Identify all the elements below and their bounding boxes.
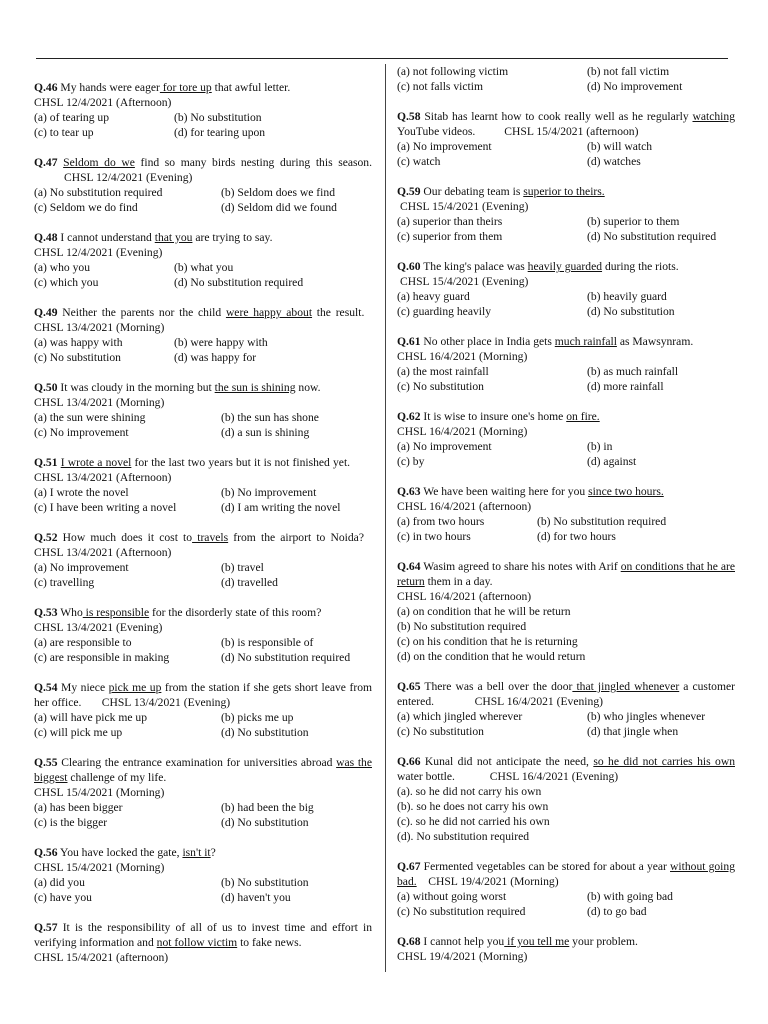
option-c: (c). so he did not carried his own [397,815,550,828]
option-b: (b) No improvement [221,486,317,499]
exam-source: CHSL 15/4/2021 (afternoon) [34,951,169,964]
question-text: them in a day. [424,575,493,588]
question-61 [397,334,735,394]
underlined-segment: watching [692,110,735,123]
question-47 [34,155,372,215]
underlined-segment: on conditions that he are return [397,560,735,588]
question-number: Q.60 [397,260,421,273]
options [397,289,735,319]
question-65 [397,679,735,739]
option-a: (a) has been bigger [34,801,123,814]
options [34,185,372,215]
option-c: (c) on his condition that he is returning [397,635,578,648]
options [397,709,735,739]
question-text: during the riots. [602,260,679,273]
exam-source: CHSL 13/4/2021 (Evening) [34,621,163,634]
question-text: Clearing the entrance examination for universities abroad [57,756,337,769]
question-text: from the airport to Noida? [228,531,364,544]
question-number: Q.52 [34,531,58,544]
option-a: (a) the sun were shining [34,411,146,424]
option-b: (b) were happy with [174,336,268,349]
question-text: find so many birds nesting during this season. [134,156,372,169]
option-c: (c) will pick me up [34,726,123,739]
exam-source: CHSL 12/4/2021 (Afternoon) [34,96,172,109]
option-c: (c) travelling [34,576,95,589]
option-d: (d) more rainfall [587,380,664,393]
question-number: Q.47 [34,156,58,169]
exam-source: CHSL 15/4/2021 (Morning) [34,861,165,874]
exam-source: CHSL 16/4/2021 (Evening) [489,770,619,783]
question-49 [34,305,372,365]
option-b: (b) picks me up [221,711,294,724]
option-c: (c) not falls victim [397,80,483,93]
question-number: Q.63 [397,485,421,498]
question-text: I cannot understand [57,231,155,244]
question-text: There was a bell over the door [420,680,573,693]
option-a: (a) which jingled wherever [397,710,523,723]
question-text: are trying to say. [192,231,273,244]
exam-source: CHSL 15/4/2021 (Evening) [400,200,529,213]
options [34,635,372,665]
question-text: ? [210,846,216,859]
question-57 [34,920,372,965]
options [34,800,372,830]
options [397,784,735,844]
option-b: (b) travel [221,561,264,574]
question-number: Q.54 [34,681,58,694]
options [34,875,372,905]
option-c: (c) superior from them [397,230,503,243]
question-text: My hands were eager [57,81,160,94]
option-b: (b) the sun has shone [221,411,319,424]
question-56 [34,845,372,905]
question-62 [397,409,735,469]
exam-source: CHSL 16/4/2021 (Evening) [474,695,603,708]
exam-source: CHSL 16/4/2021 (Morning) [397,425,528,438]
option-d: (d) No substitution [587,305,675,318]
question-text: I cannot help you [420,935,505,948]
question-60 [397,259,735,319]
option-a: (a). so he did not carry his own [397,785,542,798]
option-b: (b) No substitution [221,876,309,889]
question-text: Fermented vegetables can be stored for about a year [420,860,671,873]
option-d: (d) to go bad [587,905,647,918]
exam-source: CHSL 16/4/2021 (afternoon) [397,590,532,603]
question-52 [34,530,372,590]
underlined-segment: pick me up [108,681,162,694]
options [397,139,735,169]
question-text: Neither the parents nor the child [57,306,226,319]
question-number: Q.46 [34,81,58,94]
question-text: a customer entered. [397,680,735,708]
underlined-segment: on fire. [566,410,600,423]
question-53 [34,605,372,665]
option-b: (b) No substitution required [397,620,527,633]
options [34,335,372,365]
question-51 [34,455,372,515]
option-a: (a) of tearing up [34,111,110,124]
underlined-segment: heavily guarded [527,260,603,273]
column-divider [385,64,386,972]
options [34,110,372,140]
underlined-segment: Seldom do we [63,156,135,169]
option-d: (d) for tearing upon [174,126,266,139]
question-text: as Mawsynram. [616,335,694,348]
question-text: the result. [312,306,365,319]
option-d: (d) on the condition that he would return [397,650,586,663]
option-b: (b) as much rainfall [587,365,679,378]
question-64 [397,559,735,664]
options [397,514,735,544]
option-a: (a) No improvement [397,140,492,153]
option-b: (b) had been the big [221,801,314,814]
option-c: (c) to tear up [34,126,94,139]
option-b: (b) with going bad [587,890,673,903]
exam-source: CHSL 15/4/2021 (afternoon) [504,125,639,138]
option-c: (c) by [397,455,425,468]
question-text: No other place in India gets [420,335,555,348]
underlined-segment: not follow victim [156,936,238,949]
question-text: Sitab has learnt how to cook really well as he regularly [420,110,693,123]
underlined-segment: isn't it [182,846,211,859]
option-a: (a) superior than theirs [397,215,503,228]
top-rule [36,58,728,59]
question-text: My niece [57,681,109,694]
option-c: (c) in two hours [397,530,471,543]
question-text: Our debating team is [420,185,524,198]
options [34,560,372,590]
question-text: to fake news. [237,936,302,949]
underlined-segment: since two hours. [588,485,664,498]
question-number: Q.57 [34,921,58,934]
question-text: How much does it cost to [57,531,193,544]
option-b: (b) who jingles whenever [587,710,706,723]
question-50 [34,380,372,440]
question-text: Wasim agreed to share his notes with Arif [420,560,621,573]
question-text: We have been waiting here for you [420,485,589,498]
option-a: (a) who you [34,261,91,274]
option-b: (b) in [587,440,613,453]
question-67 [397,859,735,919]
question-number: Q.56 [34,846,58,859]
question-text: challenge of my life. [67,771,167,784]
option-b: (b) is responsible of [221,636,314,649]
option-a: (a) was happy with [34,336,123,349]
question-text: YouTube videos. [397,125,476,138]
options [34,485,372,515]
exam-source: CHSL 13/4/2021 (Afternoon) [34,471,172,484]
question-text: water bottle. [397,770,455,783]
option-a: (a) heavy guard [397,290,470,303]
question-57-options [397,64,735,94]
underlined-segment: if you tell me [504,935,570,948]
option-b: (b) Seldom does we find [221,186,335,199]
underlined-segment: that jingled whenever [572,680,680,693]
underlined-segment: superior to theirs. [523,185,605,198]
option-a: (a) I wrote the novel [34,486,129,499]
underlined-segment: the sun is shining [214,381,296,394]
options [397,604,735,664]
question-number: Q.65 [397,680,421,693]
exam-source: CHSL 19/4/2021 (Morning) [397,950,528,963]
option-c: (c) No substitution [397,725,484,738]
question-58 [397,109,735,169]
exam-source: CHSL 16/4/2021 (afternoon) [397,500,532,513]
question-number: Q.58 [397,110,421,123]
question-text: The king's palace was [420,260,528,273]
question-number: Q.64 [397,560,421,573]
right-column [397,62,735,979]
option-d: (d) watches [587,155,641,168]
options [34,710,372,740]
option-c: (c) which you [34,276,99,289]
exam-source: CHSL 13/4/2021 (Evening) [101,696,231,709]
option-d: (d) a sun is shining [221,426,310,439]
underlined-segment: travels [192,531,229,544]
option-a: (a) No improvement [34,561,129,574]
options [397,214,735,244]
option-c: (c) watch [397,155,441,168]
option-a: (a) the most rainfall [397,365,489,378]
question-46 [34,80,372,140]
option-b: (b) not fall victim [587,65,670,78]
underlined-segment: was the biggest [34,756,372,784]
option-c: (c) No substitution required [397,905,526,918]
option-b: (b) No substitution [174,111,262,124]
option-c: (c) No substitution [34,351,121,364]
option-d: (d) for two hours [537,530,616,543]
question-text: from the station if she gets short leave from her office. [34,681,373,709]
question-66 [397,754,735,844]
option-b: (b) superior to them [587,215,680,228]
underlined-segment: so he did not carries his own [593,755,735,768]
exam-source: CHSL 12/4/2021 (Evening) [34,246,163,259]
option-d: (d) No substitution required [221,651,351,664]
exam-source: CHSL 13/4/2021 (Morning) [34,321,165,334]
underlined-segment: I wrote a novel [60,456,132,469]
question-text: that awful letter. [211,81,291,94]
option-c: (c) No substitution [397,380,484,393]
question-text: Who [57,606,83,619]
question-number: Q.62 [397,410,421,423]
option-c: (c) No improvement [34,426,129,439]
option-a: (a) No improvement [397,440,492,453]
option-c: (c) have you [34,891,92,904]
option-c: (c) is the bigger [34,816,108,829]
exam-source: CHSL 16/4/2021 (Morning) [397,350,528,363]
underlined-segment: for tore up [159,81,212,94]
option-d: (d) No substitution required [174,276,304,289]
question-number: Q.55 [34,756,58,769]
option-b: (b) will watch [587,140,653,153]
question-text: now. [295,381,321,394]
question-48 [34,230,372,290]
option-d: (d) I am writing the novel [221,501,341,514]
question-number: Q.53 [34,606,58,619]
question-63 [397,484,735,544]
question-59 [397,184,735,244]
option-c: (c) guarding heavily [397,305,492,318]
exam-source: CHSL 15/4/2021 (Morning) [34,786,165,799]
question-text: It was cloudy in the morning but [57,381,215,394]
option-b: (b) No substitution required [537,515,667,528]
exam-source: CHSL 13/4/2021 (Afternoon) [34,546,172,559]
question-number: Q.49 [34,306,58,319]
option-a: (a) No substitution required [34,186,163,199]
question-68 [397,934,735,964]
option-d: (d) No substitution required [587,230,717,243]
underlined-segment: without going bad. [397,860,735,888]
question-number: Q.51 [34,456,58,469]
question-text: You have locked the gate, [57,846,183,859]
options [397,64,735,94]
option-b: (b) heavily guard [587,290,667,303]
option-d: (d) was happy for [174,351,257,364]
option-b: (b). so he does not carry his own [397,800,549,813]
option-a: (a) will have pick me up [34,711,147,724]
underlined-segment: is responsible [82,606,150,619]
option-a: (a) are responsible to [34,636,132,649]
question-number: Q.68 [397,935,421,948]
question-number: Q.67 [397,860,421,873]
question-number: Q.48 [34,231,58,244]
underlined-segment: that you [154,231,193,244]
exam-source: CHSL 15/4/2021 (Evening) [400,275,529,288]
options [34,260,372,290]
option-c: (c) are responsible in making [34,651,170,664]
option-d: (d). No substitution required [397,830,530,843]
question-number: Q.50 [34,381,58,394]
option-d: (d) against [587,455,637,468]
exam-source: CHSL 19/4/2021 (Morning) [428,875,559,888]
question-text: for the disorderly state of this room? [149,606,322,619]
question-55 [34,755,372,830]
question-text: your problem. [569,935,638,948]
option-a: (a) from two hours [397,515,485,528]
question-number: Q.61 [397,335,421,348]
underlined-segment: much rainfall [554,335,617,348]
question-54 [34,680,372,740]
question-number: Q.66 [397,755,421,768]
option-c: (c) I have been writing a novel [34,501,177,514]
left-column [34,62,372,980]
option-d: (d) Seldom did we found [221,201,337,214]
option-a: (a) without going worst [397,890,507,903]
option-c: (c) Seldom we do find [34,201,138,214]
option-a: (a) did you [34,876,85,889]
options [397,439,735,469]
question-text: It is the responsibility of all of us to invest time and effort in verifying information and [34,921,372,949]
options [397,889,735,919]
exam-source: CHSL 12/4/2021 (Evening) [64,171,193,184]
option-d: (d) No improvement [587,80,683,93]
option-d: (d) that jingle when [587,725,679,738]
option-a: (a) not following victim [397,65,509,78]
question-text: It is wise to insure one's home [420,410,567,423]
exam-source: CHSL 13/4/2021 (Morning) [34,396,165,409]
option-a: (a) on condition that he will be return [397,605,571,618]
options [397,364,735,394]
question-text: Kunal did not anticipate the need, [420,755,594,768]
question-number: Q.59 [397,185,421,198]
question-text: for the last two years but it is not finished yet. [131,456,351,469]
underlined-segment: were happy about [225,306,313,319]
option-d: (d) travelled [221,576,278,589]
option-b: (b) what you [174,261,234,274]
option-d: (d) No substitution [221,726,309,739]
option-d: (d) haven't you [221,891,291,904]
options [34,410,372,440]
option-d: (d) No substitution [221,816,309,829]
